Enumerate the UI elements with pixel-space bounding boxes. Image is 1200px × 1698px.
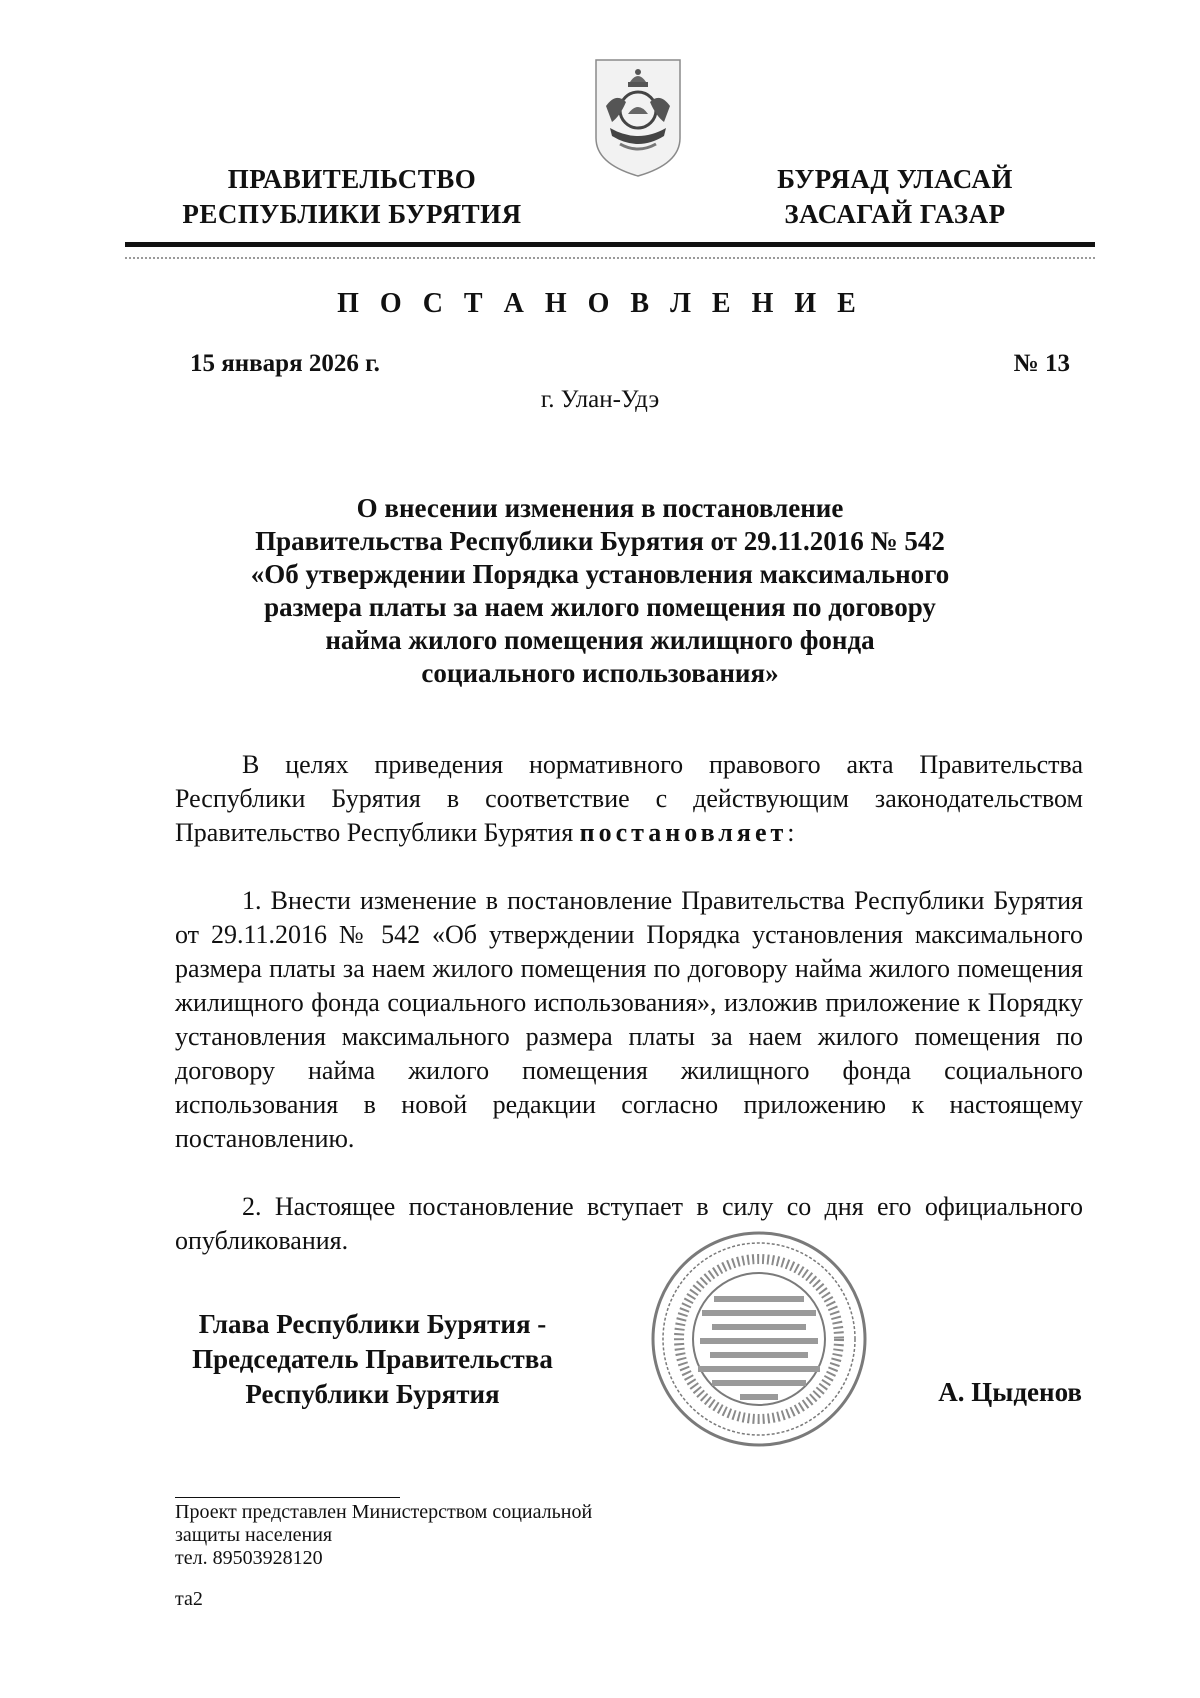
signatory-position xyxy=(180,1307,565,1412)
official-stamp-icon xyxy=(650,1230,868,1448)
government-header-bua xyxy=(685,162,1105,232)
document-city: г. Улан-Удэ xyxy=(540,386,660,413)
document-title xyxy=(150,492,1050,690)
header-rule-thick xyxy=(125,242,1095,247)
coat-of-arms-icon xyxy=(590,56,686,180)
document-body xyxy=(175,748,1083,1258)
header-right-line1: БУРЯАД УЛАСАЙ xyxy=(777,164,1013,194)
title-line: «Об утверждении Порядка установления максимального xyxy=(250,559,950,589)
title-line: социального использования» xyxy=(421,658,779,688)
signatory-name: А. Цыденов xyxy=(938,1377,1082,1407)
preamble-emphasis: постановляет xyxy=(579,818,788,847)
preamble-paragraph xyxy=(175,748,1083,850)
position-line: Председатель Правительства xyxy=(192,1344,553,1374)
footnote xyxy=(175,1501,592,1570)
title-line: Правительства Республики Бурятия от 29.11.2016 № 542 xyxy=(255,526,945,556)
header-right-line2: ЗАСАГАЙ ГАЗАР xyxy=(784,199,1006,229)
footnote-rule xyxy=(175,1497,400,1498)
header-rule-dotted xyxy=(125,257,1095,259)
position-line: Глава Республики Бурятия - xyxy=(198,1309,547,1339)
title-line: размера платы за наем жилого помещения по договору xyxy=(264,592,936,622)
title-line: найма жилого помещения жилищного фонда xyxy=(325,625,875,655)
item-1-paragraph: 1. Внести изменение в постановление Правительства Республики Бурятия от 29.11.2016 № 542 «Об утверждении Порядка установления максимального размера платы за наем жилого помещения по договору найма жилого помещения жилищного фонда социального использования», изложив приложение к Порядку установления максимального размера платы за наем жилого помещения по договору найма жилого помещения жилищного фонда социального использования в новой редакции согласно приложению к настоящему постановлению. xyxy=(175,886,1083,1153)
government-header-ru xyxy=(142,162,562,232)
footnote-line: Проект представлен Министерством социальной xyxy=(175,1501,593,1523)
header-left-line2: РЕСПУБЛИКИ БУРЯТИЯ xyxy=(182,199,522,229)
document-number: № 13 xyxy=(1013,350,1070,377)
document-code: та2 xyxy=(175,1588,203,1610)
item-2-paragraph: 2. Настоящее постановление вступает в силу со дня его официального опубликования. xyxy=(175,1192,1083,1255)
preamble-end: : xyxy=(787,818,795,847)
document-date: 15 января 2026 г. xyxy=(190,350,380,377)
document-type: П О С Т А Н О В Л Е Н И Е xyxy=(337,288,863,319)
header-left-line1: ПРАВИТЕЛЬСТВО xyxy=(227,164,477,194)
preamble-text: В целях приведения нормативного правового акта Правительства Республики Бурятия в соответствие с действующим законодательством Правительство Республики Бурятия xyxy=(175,750,1083,847)
footnote-line: тел. 89503928120 xyxy=(175,1547,323,1569)
footnote-line: защиты населения xyxy=(175,1524,333,1546)
title-line: О внесении изменения в постановление xyxy=(356,493,844,523)
position-line: Республики Бурятия xyxy=(245,1379,500,1409)
